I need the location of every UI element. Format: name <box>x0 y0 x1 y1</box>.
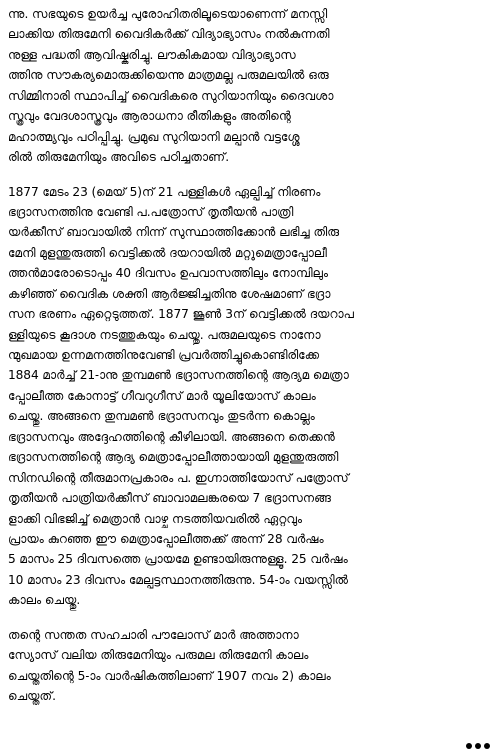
text-line: രിൽ തിരുമേനിയും അവിടെ പഠിച്ചതാണ്. <box>8 150 229 165</box>
text-line: സിനഡിന്റെ തീരുമാനപ്രകാരം പ. ഇഗ്നാത്തിയോസ് പത്രോസ് <box>8 470 349 485</box>
paragraph-seminary <box>8 4 490 168</box>
text-line: 1884 മാർച്ച് 21-ാനു തുമ്പമൺ ഭദ്രാസനത്തിന്റെ ആദ്യമ മെത്രാ <box>8 368 349 383</box>
text-line: തൃതീയൻ പാത്രിയർക്കീസ് ബാവാമലങ്കരയെ 7 ഭദ്രാസനങ്ങ <box>8 491 332 506</box>
text-line: പ്പോലീത്ത കോനാട്ട് ഗീവറുഗീസ് മാർ യൂലിയോസ് കാലം <box>8 388 316 403</box>
ornament-dot <box>466 743 472 749</box>
text-line: ന്നു. സഭയുടെ ഉയർച്ച പുരോഹിതരിലൂടെയാണെന്ന് മനസ്സി <box>8 7 328 21</box>
text-line: യർക്കീസ് ബാവായിൽ നിന്ന് സുസ്ഥാത്തിക്കോൻ ലഭിച്ച തിരു <box>8 225 340 240</box>
ornament-dot <box>475 743 481 749</box>
text-line: ത്തിനു സൗകര്യമൊരുക്കിയെന്നു മാത്രമല്ല പരുമലയിൽ ഒരു <box>8 68 329 83</box>
text-line: ചെയ്തത്. <box>8 689 56 703</box>
ornament-dot <box>484 743 490 749</box>
text-line: ള്ളിയുടെ കൂദാശ നടത്തുകയും ചെയ്തു. പരുമലയുടെ നാനോ <box>8 327 321 342</box>
text-line: ചെയ്തു. അങ്ങനെ തുമ്പമൺ ഭദ്രാസനവും തുടർന്ന കൊല്ലം <box>8 409 315 424</box>
text-line: 1877 മേടം 23 (മെയ് 5)ന് 21 പള്ളികൾ ഏല്പിച്ച് നിരണം <box>8 184 321 199</box>
text-line: ഭദ്രാസനത്തിന്റെ ആദ്യ മെത്രാപ്പോലീത്തായായി മുളന്തുരുത്തി <box>8 450 339 465</box>
text-line: കഴിഞ്ഞ് വൈദിക ശക്തി ആർജ്ജിച്ചതിനു ശേഷമാണ് ഭദ്രാ <box>8 286 331 301</box>
paragraph-diocese-history <box>8 182 490 611</box>
text-line: മഹാത്മ്യവും പഠിപ്പിച്ചു. പ്രമുഖ സുറിയാനി മല്പാൻ വട്ടശ്ശേ <box>8 129 300 144</box>
text-line: ന്മുഖമായ ഉന്നമനത്തിനുവേണ്ടി പ്രവർത്തിച്ചുകൊണ്ടിരിക്കേ <box>8 348 320 362</box>
paragraph-companion <box>8 625 490 707</box>
text-line: കാലം ചെയ്തു. <box>8 593 81 608</box>
text-line: നുള്ള പദ്ധതി ആവിഷ്കരിച്ചു. ലൗകികമായ വിദ്യാഭ്യാസ <box>8 47 296 62</box>
text-line: സ്ത്രവും വേദശാസ്ത്രവും ആരാധനാ രീതികളും അതിന്റെ <box>8 109 291 124</box>
text-line: പ്രായം കുറഞ്ഞ ഈ മെത്രാപ്പോലീത്തക്ക് അന്ന് 28 വർഷം <box>8 531 324 546</box>
text-line: സ്യോസ് വലിയ തിരുമേനിയും പരുമല തിരുമേനി കാലം <box>8 648 309 663</box>
text-line: 5 മാസം 25 ദിവസത്തെ പ്രായമേ ഉണ്ടായിരുന്നുള്ളൂ. 25 വർഷം <box>8 552 348 567</box>
text-line: ഭദ്രാസനത്തിനു വേണ്ടി പ.പത്രോസ് തൃതീയൻ പാത്രി <box>8 204 294 219</box>
end-of-section-ornament <box>466 743 490 749</box>
text-line: സന ഭരണം ഏറ്റെടുത്തത്. 1877 ജൂൺ 3ന് വെട്ടിക്കൽ ദയറാപ <box>8 307 354 322</box>
text-line: ളാക്കി വിഭജിച്ച് മെത്രാൻ വാഴ്ച നടത്തിയവരിൽ ഏറ്റവും <box>8 511 303 526</box>
text-line: സിമ്മിനാരി സ്ഥാപിച്ച് വൈദികരെ സുറിയാനിയും ദൈവശാ <box>8 88 334 103</box>
text-line: തന്റെ സന്തത സഹചാരി പൗലോസ് മാർ അത്താനാ <box>8 627 299 642</box>
text-line: ഭദ്രാസനവും അദ്ദേഹത്തിന്റെ കീഴിലായി. അങ്ങനെ തെക്കൻ <box>8 429 335 444</box>
text-line: ത്തൻമാരോടൊപ്പം 40 ദിവസം ഉപവാസത്തിലും നോമ്പിലും <box>8 266 329 281</box>
text-line: ലാക്കിയ തിരുമേനി വൈദികർക്ക് വിദ്യാഭ്യാസം നൽകുന്നതി <box>8 27 330 42</box>
text-line: മേനി മുളന്തുരുത്തി വെട്ടിക്കൽ ദയറായിൽ മറ്റുമെത്രാപ്പോലീ <box>8 245 327 260</box>
document-page <box>8 4 490 706</box>
text-line: ചെയ്തതിന്റെ 5-ാം വാർഷികത്തിലാണ് 1907 നവം 2) കാലം <box>8 668 331 683</box>
text-line: 10 മാസം 23 ദിവസം മേല്പട്ടസ്ഥാനത്തിരുന്നു. 54-ാം വയസ്സിൽ <box>8 572 349 587</box>
